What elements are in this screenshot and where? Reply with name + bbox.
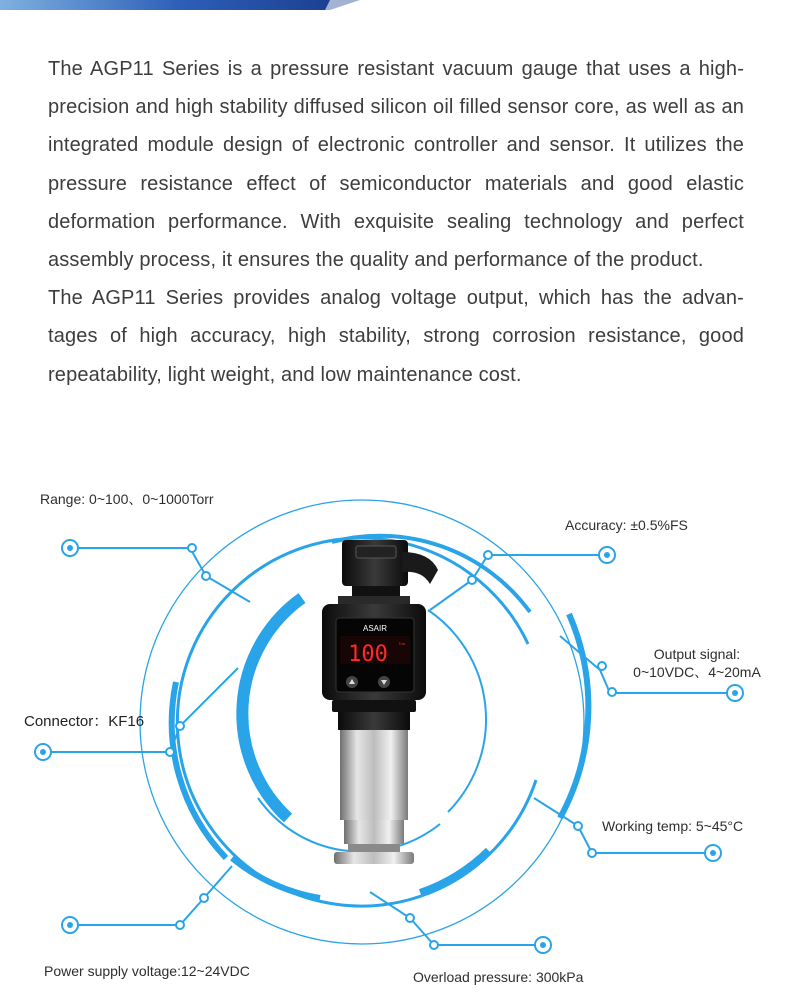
target-icon-connector xyxy=(35,744,51,760)
device-brand-label: ASAIR xyxy=(362,624,388,633)
target-icon-range xyxy=(62,540,78,556)
header-band xyxy=(0,0,790,40)
spec-power-supply-label: Power supply voltage:12~24VDC xyxy=(44,963,250,979)
device-display-value: 100 xyxy=(348,642,388,667)
target-icon-overload xyxy=(535,937,551,953)
leader-connector xyxy=(46,668,238,752)
target-icon-output xyxy=(727,685,743,701)
intro-paragraph-1: The AGP11 Series is a pressure resistant vacuum gauge that uses a high-precision and high stability diffused silicon oil filled sensor core, as well as an integrated module design of electronic controller and sensor. It utilizes the pressure resistance effect of semiconductor materials and good elastic deformation performance. With exquisite sealing technology and perfect assembly process, it ensures the quality and performance of the product. xyxy=(48,58,744,272)
arc-inner-left xyxy=(242,598,302,818)
intro-paragraph-2: The AGP11 Series provides analog voltage output, which has the advan- tages of high accuracy, high stability, strong corrosion resistance, good repeatability, light weight, and low maintenance cost. xyxy=(48,287,744,386)
spec-accuracy-label: Accuracy: ±0.5%FS xyxy=(565,517,688,533)
pressure-gauge-image xyxy=(322,540,438,864)
spec-range-label: Range: 0~100、0~1000Torr xyxy=(40,491,214,507)
target-icon-power xyxy=(62,917,78,933)
spec-output-label xyxy=(622,645,772,681)
target-icon-accuracy xyxy=(599,547,615,563)
device-display-unit: Torr xyxy=(398,641,406,646)
spec-connector-label: Connector：KF16 xyxy=(24,713,145,730)
intro-text xyxy=(48,50,744,394)
spec-working-temp-label: Working temp: 5~45°C xyxy=(602,818,744,834)
product-spec-diagram xyxy=(0,470,790,1008)
target-icon-temp xyxy=(705,845,721,861)
arc-inner-right xyxy=(428,610,486,812)
leader-range xyxy=(78,548,250,602)
spec-output-line-2: 0~10VDC、4~20mA xyxy=(633,664,761,680)
spec-output-line-1: Output signal: xyxy=(653,646,741,662)
arc-bottom-right xyxy=(420,850,488,892)
spec-overload-label: Overload pressure: 300kPa xyxy=(413,969,584,985)
leader-overload xyxy=(370,892,540,945)
